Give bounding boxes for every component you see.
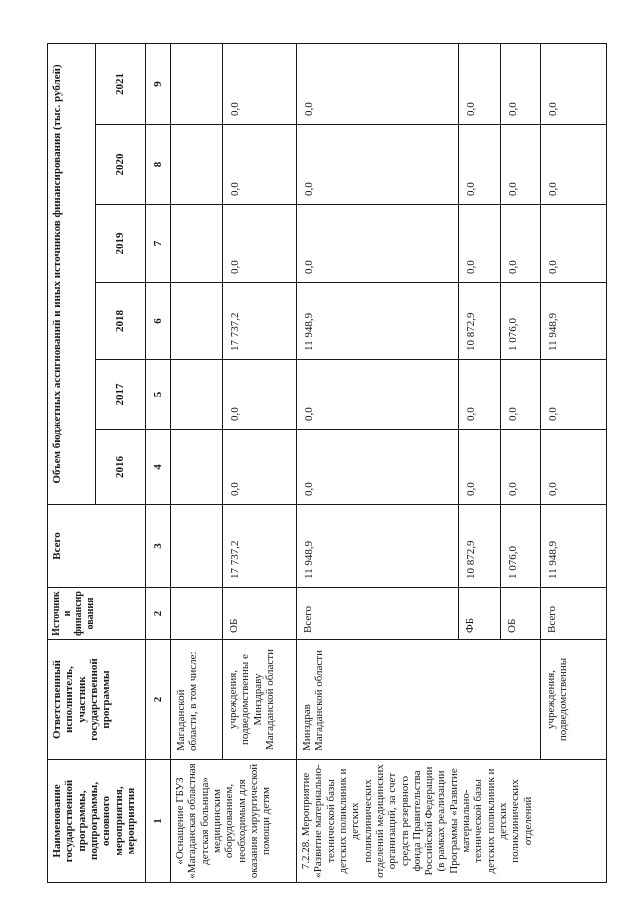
year-value-cell: 11 948,9: [541, 283, 607, 360]
header-program-name: Наименование государственной программы, подпрограммы, основного мероприятия, мероприятия: [48, 760, 146, 883]
year-value-cell: 0,0: [223, 360, 297, 430]
year-value-cell: 0,0: [297, 430, 459, 505]
total-cell-empty: [171, 505, 223, 588]
measure-name: «Оснащение ГБУЗ «Магаданская областная детская больница» медицинским оборудованием, необходимым для оказания хирургической помощи детям: [171, 760, 297, 883]
column-number: 9: [146, 43, 171, 124]
year-value-cell: 0,0: [459, 43, 501, 124]
year-value-cell: 10 872,9: [459, 283, 501, 360]
header-row: [48, 43, 96, 882]
total-cell: 11 948,9: [541, 505, 607, 588]
year-value-cell-empty: [171, 283, 223, 360]
header-funding-volume: Объем бюджетных ассигнований и иных источников финансирования (тыс. рублей): [48, 43, 96, 504]
responsible-cell: Магаданской области, в том числе:: [171, 640, 223, 760]
column-number: 2: [146, 588, 171, 640]
responsible-cell: учреждения, подведомственны: [541, 640, 607, 760]
table-row: [223, 43, 297, 882]
column-number: 5: [146, 360, 171, 430]
header-funding-source: Источник и финансир ования: [48, 588, 146, 640]
year-value-cell: 0,0: [501, 205, 541, 283]
funding-table: [47, 43, 607, 883]
source-cell: ОБ: [501, 588, 541, 640]
header-responsible: Ответственный исполнитель, участник государственной программы: [48, 640, 146, 760]
column-number: 2: [146, 640, 171, 760]
year-value-cell: 0,0: [541, 125, 607, 205]
header-year: 2021: [96, 43, 146, 124]
rotated-table-sheet: [47, 44, 606, 883]
year-value-cell: 0,0: [501, 43, 541, 124]
column-numbers-row: [146, 43, 171, 882]
year-value-cell: 0,0: [459, 360, 501, 430]
measure-name: 7.2.28. Мероприятие «Развитие материально-технической базы детских поликлиник и детских поликлинических отделений медицинских организаций, за счет средств резервного фонда Правительства Российской Федерации (в рамках реализации Программы «Развитие материально-технической базы детских поликлиник и детских поликлинических отделений: [297, 760, 607, 883]
column-number: 7: [146, 205, 171, 283]
source-cell-empty: [171, 588, 223, 640]
year-value-cell: 0,0: [223, 205, 297, 283]
source-cell: Всего: [541, 588, 607, 640]
header-year: 2016: [96, 430, 146, 505]
total-cell: 10 872,9: [459, 505, 501, 588]
table-row: [171, 43, 223, 882]
year-value-cell: 0,0: [459, 125, 501, 205]
year-value-cell: 0,0: [541, 205, 607, 283]
year-value-cell: 0,0: [223, 125, 297, 205]
source-cell: ОБ: [223, 588, 297, 640]
column-number: 6: [146, 283, 171, 360]
year-value-cell: 0,0: [459, 430, 501, 505]
year-value-cell: 0,0: [223, 43, 297, 124]
total-cell: 1 076,0: [501, 505, 541, 588]
year-value-cell: 17 737,2: [223, 283, 297, 360]
year-value-cell-empty: [171, 430, 223, 505]
header-year: 2018: [96, 283, 146, 360]
column-number: 8: [146, 125, 171, 205]
year-value-cell-empty: [171, 125, 223, 205]
source-cell: Всего: [297, 588, 459, 640]
year-value-cell: 0,0: [501, 125, 541, 205]
year-value-cell: 0,0: [297, 360, 459, 430]
year-value-cell: 0,0: [541, 430, 607, 505]
year-value-cell: 11 948,9: [297, 283, 459, 360]
responsible-cell: учреждения, подведомственны е Минздраву Магаданской области: [223, 640, 297, 760]
total-cell: 17 737,2: [223, 505, 297, 588]
table-row: [541, 43, 607, 882]
year-value-cell: 0,0: [297, 205, 459, 283]
year-value-cell: 0,0: [459, 205, 501, 283]
table-row: [297, 43, 459, 882]
header-total: Всего: [48, 505, 146, 588]
column-number: 4: [146, 430, 171, 505]
responsible-cell: Минздрав Магаданской области: [297, 640, 541, 760]
year-value-cell: 0,0: [541, 43, 607, 124]
year-value-cell-empty: [171, 205, 223, 283]
column-number: 3: [146, 505, 171, 588]
year-value-cell: 0,0: [501, 360, 541, 430]
year-value-cell: 1 076,0: [501, 283, 541, 360]
source-cell: ФБ: [459, 588, 501, 640]
column-number: 1: [146, 760, 171, 883]
year-value-cell: 0,0: [223, 430, 297, 505]
year-value-cell: 0,0: [297, 43, 459, 124]
header-year: 2017: [96, 360, 146, 430]
year-value-cell: 0,0: [297, 125, 459, 205]
year-value-cell-empty: [171, 43, 223, 124]
header-year: 2020: [96, 125, 146, 205]
year-value-cell: 0,0: [541, 360, 607, 430]
header-year: 2019: [96, 205, 146, 283]
table-body: [48, 43, 607, 882]
total-cell: 11 948,9: [297, 505, 459, 588]
year-value-cell-empty: [171, 360, 223, 430]
year-value-cell: 0,0: [501, 430, 541, 505]
